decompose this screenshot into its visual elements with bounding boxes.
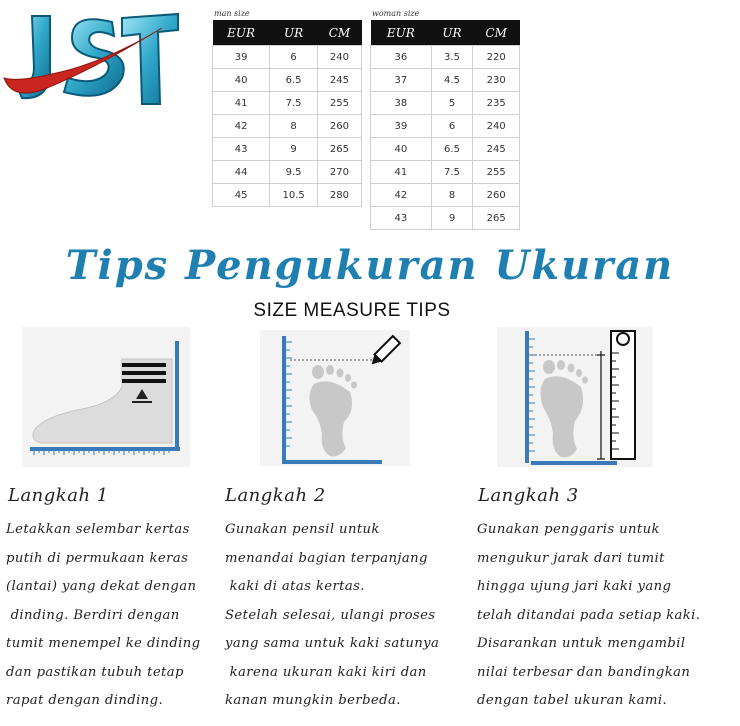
table-cell: 5: [431, 92, 473, 115]
footprint-pencil-icon: [260, 330, 410, 466]
table-cell: 230: [473, 69, 520, 92]
table-row: [213, 138, 362, 161]
table-cell: 45: [213, 184, 270, 207]
table-cell: 37: [371, 69, 432, 92]
table-cell: 6.5: [270, 69, 318, 92]
table-cell: 42: [213, 115, 270, 138]
table-cell: 270: [317, 161, 361, 184]
table-cell: 43: [371, 207, 432, 230]
woman-size-caption: woman size: [372, 9, 420, 18]
table-cell: 4.5: [431, 69, 473, 92]
table-cell: 38: [371, 92, 432, 115]
table-cell: 9: [431, 207, 473, 230]
table-row: [213, 92, 362, 115]
table-cell: 255: [317, 92, 361, 115]
table-header-row: [213, 20, 362, 46]
table-cell: 40: [213, 69, 270, 92]
table-cell: 8: [431, 184, 473, 207]
table-cell: 36: [371, 46, 432, 69]
page-subtitle: SIZE MEASURE TIPS: [253, 300, 451, 321]
table-cell: 39: [371, 115, 432, 138]
table-row: [213, 46, 362, 69]
woman-size-table: [370, 20, 520, 230]
table-cell: 6.5: [431, 138, 473, 161]
step-2-illustration: [260, 330, 410, 466]
step-3-text: Gunakan penggaris untuk mengukur jarak dari tumit hingga ujung jari kaki yang telah ditandai pada setiap kaki. Disarankan untuk mengambil nilai terbesar dan bandingkan dengan tabel ukuran kami.: [477, 522, 701, 708]
column-header: CM: [317, 20, 361, 46]
table-row: [371, 161, 520, 184]
table-row: [213, 115, 362, 138]
table-cell: 10.5: [270, 184, 318, 207]
table-cell: 40: [371, 138, 432, 161]
step-2-heading: Langkah 2: [225, 485, 326, 506]
page-title: Tips Pengukuran Ukuran: [65, 242, 675, 289]
column-header: EUR: [371, 20, 432, 46]
table-cell: 9.5: [270, 161, 318, 184]
table-header-row: [371, 20, 520, 46]
table-cell: 9: [270, 138, 318, 161]
column-header: EUR: [213, 20, 270, 46]
step-1-text: Letakkan selembar kertas putih di permukaan keras (lantai) yang dekat dengan dinding. Berdiri dengan tumit menempel ke dinding dan pastikan tubuh tetap rapat dengan dinding.: [6, 522, 201, 708]
logo-text: JST: [202, 208, 204, 209]
table-row: [213, 184, 362, 207]
table-row: [371, 184, 520, 207]
table-cell: 41: [213, 92, 270, 115]
table-row: [371, 69, 520, 92]
table-cell: 42: [371, 184, 432, 207]
table-cell: 220: [473, 46, 520, 69]
table-cell: 280: [317, 184, 361, 207]
column-header: UR: [431, 20, 473, 46]
table-row: [371, 46, 520, 69]
step-3-illustration: [497, 327, 653, 467]
man-size-table: [212, 20, 362, 207]
step-1-heading: Langkah 1: [8, 485, 109, 506]
table-row: [213, 69, 362, 92]
man-size-caption: man size: [214, 9, 250, 18]
table-cell: 6: [431, 115, 473, 138]
sock-foot-against-wall-icon: [22, 327, 190, 467]
table-cell: 240: [317, 46, 361, 69]
step-2-text: Gunakan pensil untuk menandai bagian terpanjang kaki di atas kertas. Setelah selesai, ulangi proses yang sama untuk kaki satunya karena ukuran kaki kiri dan kanan mungkin berbeda.: [225, 522, 440, 708]
table-cell: 6: [270, 46, 318, 69]
table-cell: 260: [473, 184, 520, 207]
table-cell: 235: [473, 92, 520, 115]
table-cell: 245: [473, 138, 520, 161]
column-header: CM: [473, 20, 520, 46]
table-cell: 41: [371, 161, 432, 184]
brand-logo: [2, 8, 204, 209]
table-row: [371, 92, 520, 115]
table-row: [371, 207, 520, 230]
step-3-heading: Langkah 3: [478, 485, 579, 506]
table-cell: 255: [473, 161, 520, 184]
table-cell: 7.5: [270, 92, 318, 115]
table-cell: 260: [317, 115, 361, 138]
table-cell: 7.5: [431, 161, 473, 184]
table-cell: 3.5: [431, 46, 473, 69]
table-cell: 44: [213, 161, 270, 184]
table-cell: 8: [270, 115, 318, 138]
step-1-illustration: [22, 327, 190, 467]
footprint-tape-measure-icon: [497, 327, 653, 467]
column-header: UR: [270, 20, 318, 46]
table-cell: 240: [473, 115, 520, 138]
table-cell: 39: [213, 46, 270, 69]
table-row: [213, 161, 362, 184]
table-row: [371, 138, 520, 161]
table-cell: 43: [213, 138, 270, 161]
table-row: [371, 115, 520, 138]
table-cell: 245: [317, 69, 361, 92]
table-cell: 265: [473, 207, 520, 230]
table-cell: 265: [317, 138, 361, 161]
